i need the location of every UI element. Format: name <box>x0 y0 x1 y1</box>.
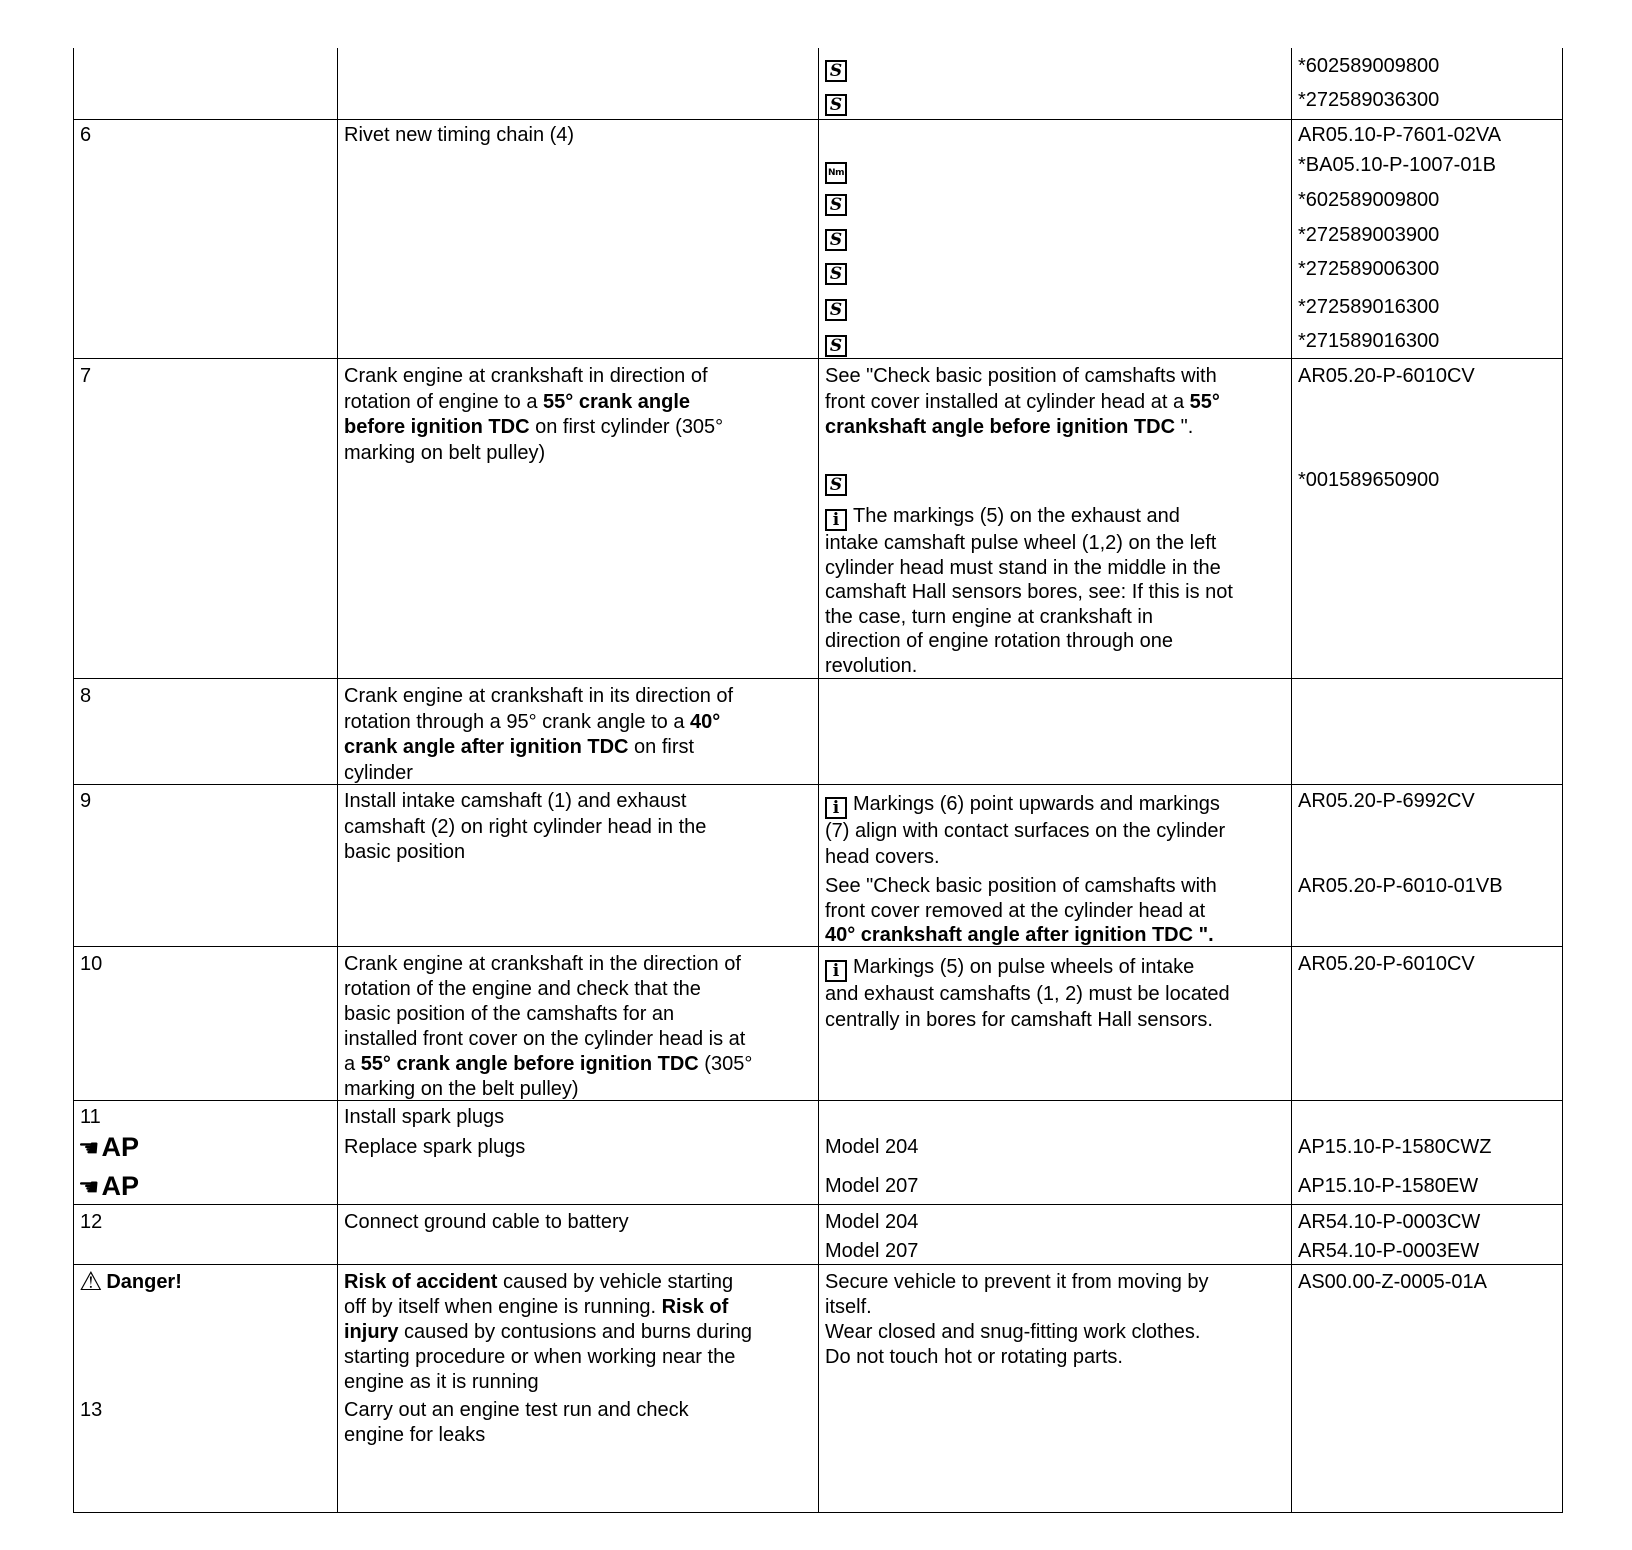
work-step-marker: ☛AP <box>78 1132 140 1162</box>
step-number: 11 <box>80 1106 101 1128</box>
special-tool-icon: S <box>825 224 847 251</box>
document-reference: AS00.00-Z-0005-01A <box>1298 1271 1488 1293</box>
row-divider <box>74 1204 1562 1205</box>
model-label: Model 204 <box>825 1211 919 1233</box>
tool-reference: *272589036300 <box>1298 89 1440 111</box>
pointing-hand-icon: ☛ <box>78 1173 100 1201</box>
step-action: Rivet new timing chain (4) <box>344 124 575 146</box>
column-divider <box>818 48 819 1512</box>
special-tool-icon: S <box>825 294 847 321</box>
step-number: 8 <box>80 685 92 707</box>
danger-label: ⚠ Danger! <box>79 1267 182 1297</box>
step-note: See "Check basic position of camshafts with front cover removed at the cylinder head at 40° crankshaft angle after ignition TDC ". <box>825 875 1217 946</box>
model-label: Model 204 <box>825 1136 919 1158</box>
step-number: 9 <box>80 790 92 812</box>
step-number: 12 <box>80 1211 103 1233</box>
info-icon: i <box>825 509 847 531</box>
tool-reference: *272589016300 <box>1298 296 1440 318</box>
step-number: 6 <box>80 124 92 146</box>
torque-icon: Nm <box>825 154 847 184</box>
step-number: 10 <box>80 953 103 975</box>
info-icon: i <box>825 797 847 819</box>
special-tool-icon: S <box>825 469 847 496</box>
tool-reference: *272589003900 <box>1298 224 1440 246</box>
step-action: Connect ground cable to battery <box>344 1211 629 1233</box>
document-reference: AR05.20-P-6992CV <box>1298 790 1475 812</box>
pointing-hand-icon: ☛ <box>78 1134 100 1162</box>
step-note: See "Check basic position of camshafts with front cover installed at cylinder head at a 55° crankshaft angle before ignition TDC ". <box>825 365 1220 438</box>
row-divider <box>74 1100 1562 1101</box>
work-step-marker: ☛AP <box>78 1171 140 1201</box>
step-action: Install spark plugs <box>344 1106 505 1128</box>
row-divider <box>74 946 1562 947</box>
row-divider <box>74 119 1562 120</box>
tool-reference: *602589009800 <box>1298 189 1440 211</box>
column-divider <box>337 48 338 1512</box>
document-reference: AP15.10-P-1580EW <box>1298 1175 1479 1197</box>
tool-reference: *272589006300 <box>1298 258 1440 280</box>
special-tool-icon: S <box>825 330 847 357</box>
model-label: Model 207 <box>825 1240 919 1262</box>
tool-reference: *271589016300 <box>1298 330 1440 352</box>
document-reference: AR05.10-P-7601-02VA <box>1298 124 1502 146</box>
row-divider <box>74 678 1562 679</box>
tool-reference: *602589009800 <box>1298 55 1440 77</box>
step-action: Crank engine at crankshaft in direction of rotation of engine to a 55° crank angle before ignition TDC on first cylinder (305° marking on belt pulley) <box>344 365 724 464</box>
document-reference: AR05.20-P-6010CV <box>1298 953 1475 975</box>
step-number: 13 <box>80 1399 103 1421</box>
document-reference: AR54.10-P-0003EW <box>1298 1240 1480 1262</box>
document-reference: AR05.20-P-6010CV <box>1298 365 1475 387</box>
document-reference: AR05.20-P-6010-01VB <box>1298 875 1503 897</box>
info-note: i Markings (5) on pulse wheels of intake and exhaust camshafts (1, 2) must be located centrally in bores for camshaft Hall sensors. <box>825 956 1230 1031</box>
danger-text: Risk of accident caused by vehicle starting off by itself when engine is running. Risk of injury caused by contusions and burns during starting procedure or when working near the engine as it is running <box>344 1271 753 1393</box>
tool-reference: *001589650900 <box>1298 469 1440 491</box>
special-tool-icon: S <box>825 258 847 285</box>
torque-reference: *BA05.10-P-1007-01B <box>1298 154 1496 176</box>
column-divider <box>1291 48 1292 1512</box>
document-reference: AR54.10-P-0003CW <box>1298 1211 1481 1233</box>
step-action: Crank engine at crankshaft in the direction of rotation of the engine and check that the basic position of the camshafts for an installed front cover on the cylinder head is at a 55° crank angle before ignition TDC (305° marking on the belt pulley) <box>344 953 753 1100</box>
step-action: Crank engine at crankshaft in its direction of rotation through a 95° crank angle to a 40° crank angle after ignition TDC on first cylinder <box>344 685 734 784</box>
model-label: Model 207 <box>825 1175 919 1197</box>
row-divider <box>74 784 1562 785</box>
special-tool-icon: S <box>825 55 847 82</box>
work-procedure-table <box>73 48 1563 1513</box>
step-number: 7 <box>80 365 92 387</box>
sub-step-action: Replace spark plugs <box>344 1136 526 1158</box>
step-action: Install intake camshaft (1) and exhaust camshaft (2) on right cylinder head in the basic position <box>344 790 707 863</box>
special-tool-icon: S <box>825 89 847 116</box>
danger-measures: Secure vehicle to prevent it from moving by itself. Wear closed and snug-fitting work clothes. Do not touch hot or rotating parts. <box>825 1271 1209 1368</box>
info-note: i The markings (5) on the exhaust and intake camshaft pulse wheel (1,2) on the left cylinder head must stand in the middle in the camshaft Hall sensors bores, see: If this is not the case, turn engine at crankshaft in direction of engine rotation through one revolution. <box>825 505 1233 677</box>
info-note: i Markings (6) point upwards and markings (7) align with contact surfaces on the cylinder head covers. <box>825 793 1226 868</box>
info-icon: i <box>825 960 847 982</box>
step-action: Carry out an engine test run and check engine for leaks <box>344 1399 689 1446</box>
warning-triangle-icon: ⚠ <box>79 1267 103 1297</box>
document-reference: AP15.10-P-1580CWZ <box>1298 1136 1492 1158</box>
special-tool-icon: S <box>825 189 847 216</box>
row-divider <box>74 358 1562 359</box>
